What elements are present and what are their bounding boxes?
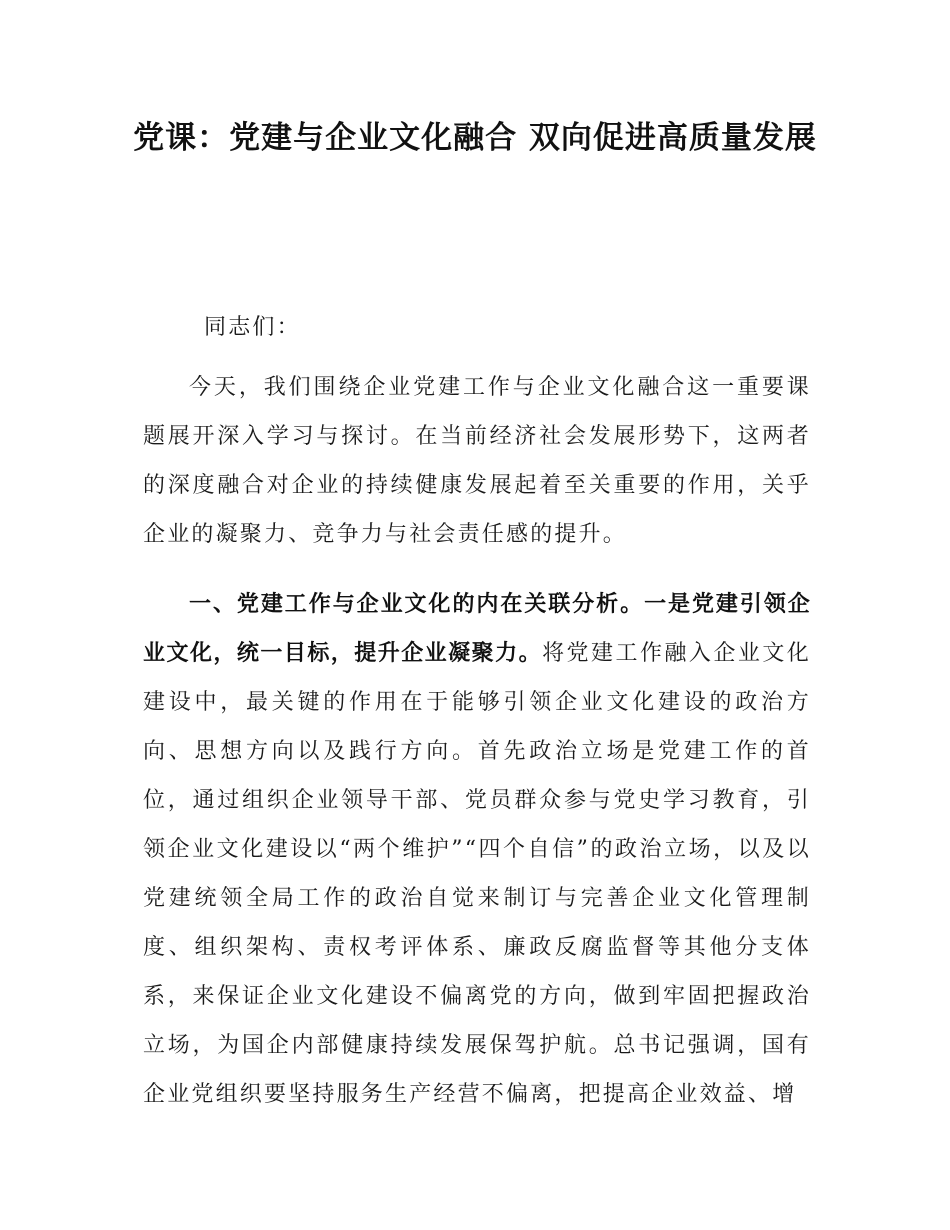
- document-title: 党课：党建与企业文化融合 双向促进高质量发展: [133, 120, 817, 156]
- salutation: 同志们：: [204, 315, 301, 340]
- section-1-body: 将党建工作融入企业文化建设中，最关键的作用在于能够引领企业文化建设的政治方向、思想方向以及践行方向。首先政治立场是党建工作的首位，通过组织企业领导干部、党员群众参与党史学习教育，引领企业文化建设以“两个维护”“四个自信”的政治立场，以及以党建统领全局工作的政治自觉来制订与完善企业文化管理制度、组织架构、责权考评体系、廉政反腐监督等其他分支体系，来保证企业文化建设不偏离党的方向，做到牢固把握政治立场，为国企内部健康持续发展保驾护航。总书记强调，国有企业党组织要坚持服务生产经营不偏离，把提高企业效益、增: [143, 641, 812, 1107]
- section-1-heading: 一、党建工作与企业文化的内在关联分析。: [189, 592, 645, 617]
- section-1-subheading: 一是党建引领企业文化，统一目标，提升企业凝聚力。: [143, 592, 811, 666]
- section-1-paragraph: [143, 580, 811, 1119]
- intro-paragraph: 今天，我们围绕企业党建工作与企业文化融合这一重要课题展开深入学习与探讨。在当前经济社会发展形势下，这两者的深度融合对企业的持续健康发展起着至关重要的作用，关乎企业的凝聚力、竞争力与社会责任感的提升。: [143, 375, 811, 547]
